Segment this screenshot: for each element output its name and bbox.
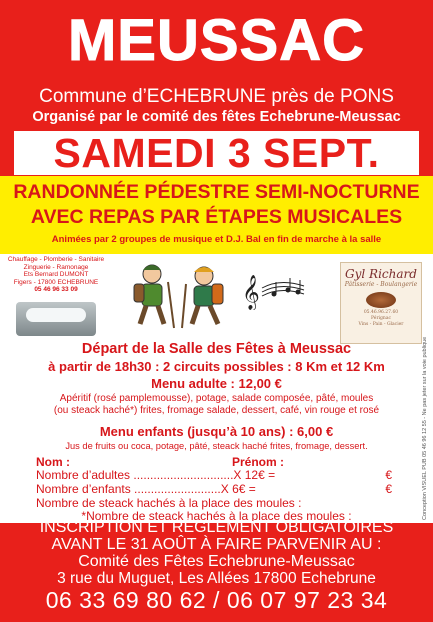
banner-title: RANDONNÉE PÉDESTRE SEMI-NOCTURNE [13,181,420,203]
menu-adult-line1: Apéritif (rosé pamplemousse), potage, salade composée, pâté, moules [59,393,374,404]
baker-extra: Vins - Pain - Glacier [358,322,404,327]
print-credit-text: Conception VISUEL PUB 05 46 96 12 55 - Ne pas jeter sur la voie publique [422,336,428,520]
plumber-address: Figers - 17800 ECHEBRUNE [13,278,99,286]
menu-adult-line2: (ou steack haché*) frites, fromage salade, dessert, café, vin rouge et rosé [53,405,380,416]
footer-line1: INSCRIPTION ET RÈGLEMENT OBLIGATOIRES [39,519,394,536]
baker-phone: 05.46.96.27.60 [363,310,399,315]
baker-town: Pérignac [370,316,392,321]
banner-note: Animées par 2 groupes de musique et D.J. Bal en fin de marche à la salle [51,234,382,245]
menu-child-title: Menu enfants (jusqu’à 10 ans) : 6,00 € [99,424,334,439]
footer-line2: AVANT LE 31 AOÛT À FAIRE PARVENIR AU : [51,536,382,553]
cake-photo [366,292,396,308]
children-currency: € [385,482,392,496]
footer-line3: Comité des Fêtes Echebrune-Meussac [78,553,355,570]
adults-label: Nombre d’adultes ..............................X 12€ = [36,468,276,482]
steak-row [36,496,406,510]
prenom-label: Prénom : [232,455,285,469]
footer-address: 3 rue du Muguet, Les Allées 17800 Echebrune [57,570,376,587]
steak-note: *Nombre de steack hachés à la place des moules : [81,509,352,523]
commune-line: Commune d’ECHEBRUNE près de PONS [39,86,394,107]
svg-text:𝄞: 𝄞 [242,275,260,310]
departure-line: Départ de la Salle des Fêtes à Meussac [81,341,352,357]
event-date: SAMEDI 3 SEPT. [53,130,380,176]
baker-subtitle: Pâtisserie - Boulangerie [344,281,418,288]
baker-name: Gyl Richard [345,267,417,281]
steak-label: Nombre de steack hachés à la place des moules : [36,496,302,510]
plumber-line1: Chauffage - Plomberie - Sanitaire [7,256,105,263]
menu-adult-title: Menu adulte : 12,00 € [151,376,282,391]
plumber-name: Ets Bernard DUMONT [23,271,89,278]
sponsor-baker [340,262,422,344]
adults-row [36,468,406,482]
adults-currency: € [385,468,392,482]
town-title: MEUSSAC [67,8,366,73]
footer-phones: 06 33 69 80 62 / 06 07 97 23 34 [45,587,388,613]
children-row [36,482,406,496]
music-notes-icon [240,268,306,310]
sponsor-plumber [4,256,108,294]
name-row [36,455,406,469]
organiser-line: Organisé par le comité des fêtes Echebrune-Meussac [32,109,401,125]
plumber-phone: 05 46 96 33 09 [34,286,78,293]
hikers-illustration [128,262,240,332]
start-time-line: à partir de 18h30 : 2 circuits possibles : 8 Km et 12 Km [48,359,385,374]
children-label: Nombre d’enfants ..........................X 6€ = [36,482,256,496]
bathtub-photo [16,302,96,336]
nom-label: Nom : [36,455,70,469]
banner-subtitle: AVEC REPAS PAR ÉTAPES MUSICALES [30,206,403,228]
plumber-line2: Zinguerie - Ramonage [23,263,89,271]
menu-child-line: Jus de fruits ou coca, potage, pâté, steack haché frites, fromage, dessert. [65,441,368,451]
